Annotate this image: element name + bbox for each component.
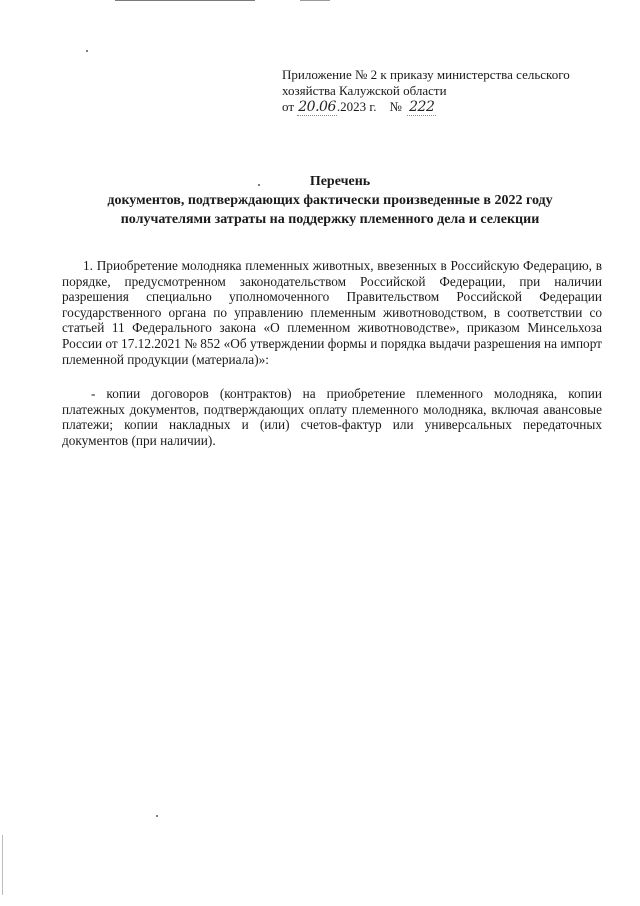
appendix-header [282,67,612,116]
title-heading: Перечень [309,174,371,189]
document-title [100,172,560,229]
number-prefix: № [389,99,402,114]
handwritten-number: 222 [409,99,435,115]
paragraph-2: - копии договоров (контрактов) на приобретение племенного молодняка, копии платежных документов, подтверждающих оплату племенного молодняка, включая авансовые платежи; копии накладных и (или) счетов-фактур или универсальных передаточных документов (при наличии). [62,386,602,448]
scan-artifact-dot [86,50,88,52]
scan-artifact-line [115,0,255,1]
scan-artifact-dot [156,815,158,817]
scan-artifact-edge [2,835,3,895]
appendix-line-1: Приложение № 2 к приказу министерства сельского [282,67,570,82]
title-line-3: получателями затраты на поддержку племенного дела и селекции [120,212,540,227]
appendix-line-2: хозяйства Калужской области [282,83,447,98]
paragraph-1: 1. Приобретение молодняка племенных животных, ввезенных в Российскую Федерацию, в порядке, предусмотренном законодательством Российской Федерации, при наличии разрешения специально уполномоченного Правительством Российской Федерации государственного органа по управлению племенным животноводством, в соответствии со статьей 11 Федерального закона «О племенном животноводстве», приказом Минсельхоза России от 17.12.2021 № 852 «Об утверждении формы и порядка выдачи разрешения на импорт племенной продукции (материала)»: [62,258,602,367]
date-prefix: от [282,99,295,114]
scan-artifact-line [300,0,330,1]
appendix-date-line [282,99,612,116]
handwritten-date: 20.06 [298,99,336,115]
date-suffix: .2023 г. [336,99,377,114]
title-line-2: документов, подтверждающих фактически произведенные в 2022 году [107,193,553,208]
